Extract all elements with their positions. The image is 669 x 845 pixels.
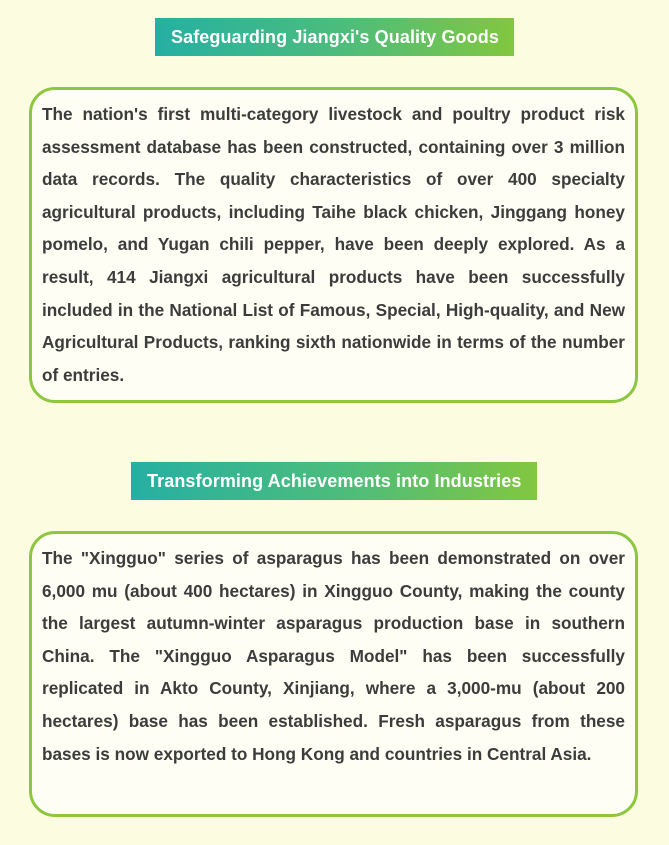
section-title-industries: Transforming Achievements into Industries xyxy=(131,462,537,500)
card-body-text: The nation's first multi-category livestock and poultry product risk assessment database has been constructed, containing over 3 million data records. The quality characteristics of over 400 specialty agricultural products, including Taihe black chicken, Jinggang honey pomelo, and Yugan chili pepper, have been deeply explored. As a result, 414 Jiangxi agricultural products have been successfully included in the National List of Famous, Special, High-quality, and New Agricultural Products, ranking sixth nationwide in terms of the number of entries. xyxy=(42,104,625,385)
card-body-text: The "Xingguo" series of asparagus has been demonstrated on over 6,000 mu (about 400 hectares) in Xingguo County, making the county the largest autumn-winter asparagus production base in southern China. The "Xingguo Asparagus Model" has been successfully replicated in Akto County, Xinjiang, where a 3,000-mu (about 200 hectares) base has been established. Fresh asparagus from these bases is now exported to Hong Kong and countries in Central Asia. xyxy=(42,548,625,764)
content-card-quality-goods xyxy=(29,87,638,403)
section-title-quality-goods: Safeguarding Jiangxi's Quality Goods xyxy=(155,18,514,56)
content-card-industries xyxy=(29,531,638,817)
